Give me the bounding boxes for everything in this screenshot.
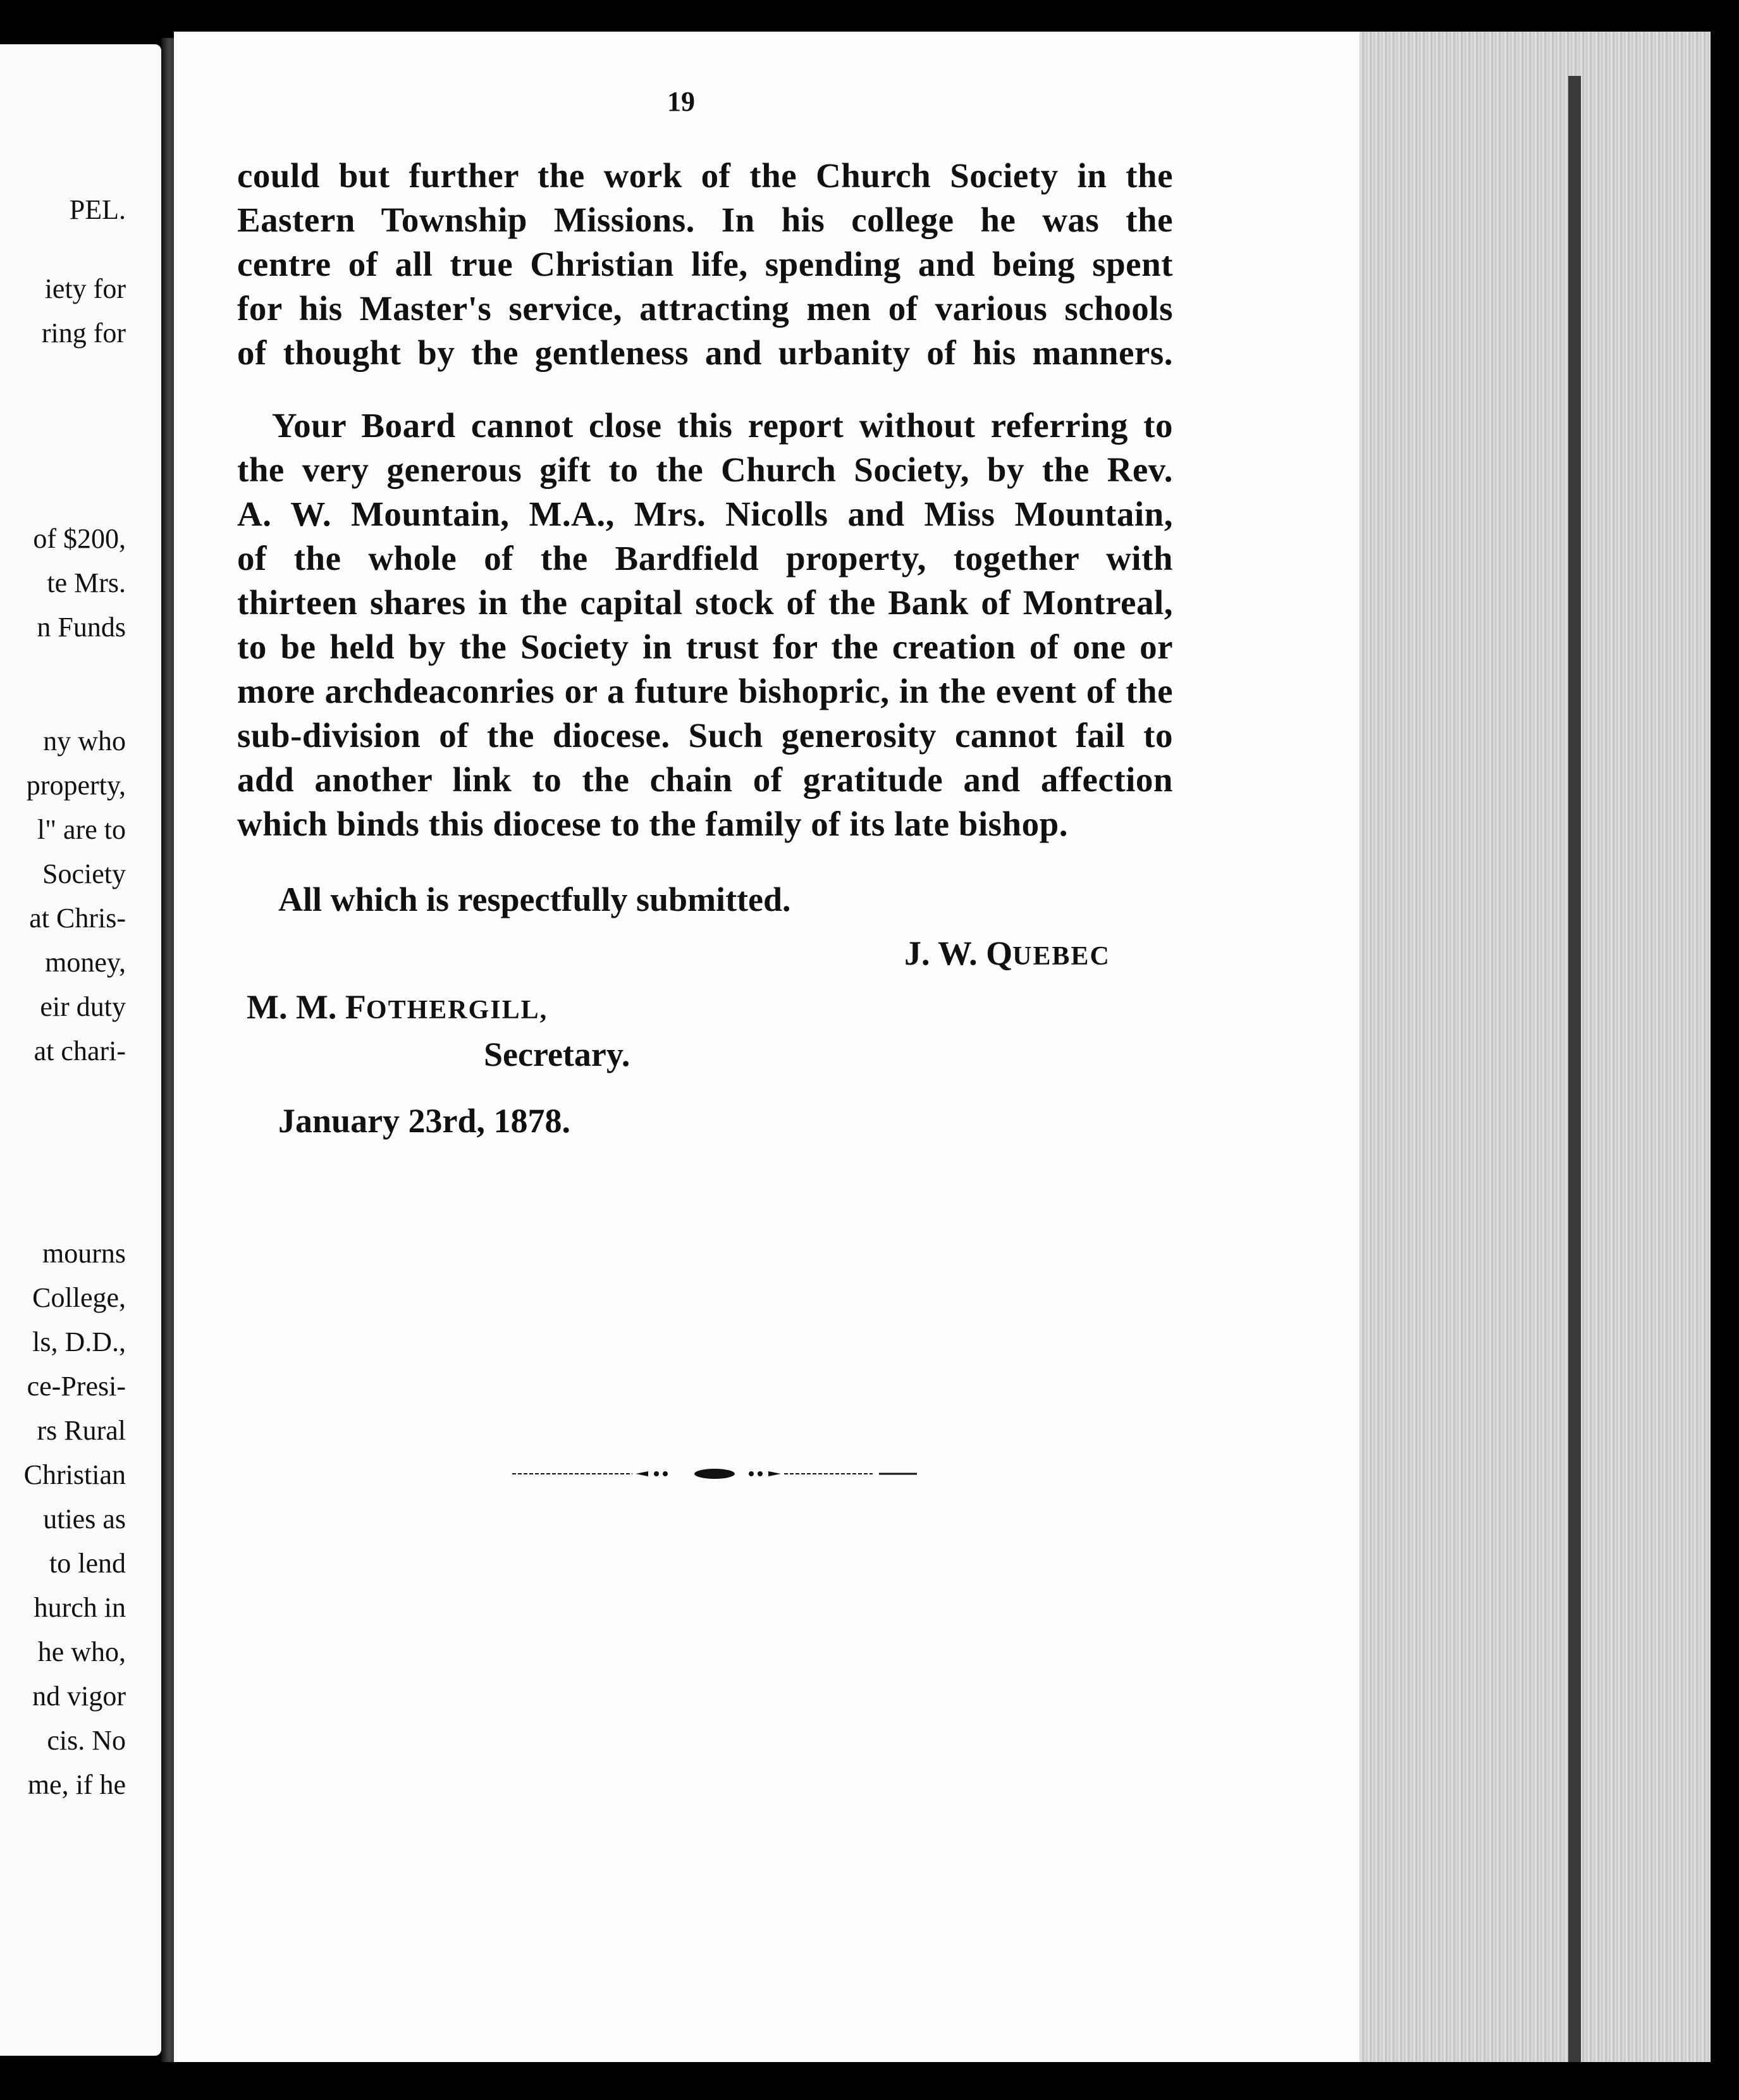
closing-line: All which is respectfully submitted.	[278, 880, 791, 918]
body-line: the very generous gift to the Church Society, by the Rev.	[237, 450, 1173, 489]
body-line: add another link to the chain of gratitude and affection	[237, 760, 1173, 799]
left-page-line: l" are to	[37, 814, 126, 845]
left-page-line: ce-Presi-	[27, 1371, 126, 1402]
left-page-line: at chari-	[34, 1035, 126, 1066]
body-line: Your Board cannot close this report without referring to	[272, 406, 1173, 445]
secretary-initials: M. M. F	[247, 988, 366, 1026]
left-page-line: ny who	[43, 726, 126, 757]
left-page-line: uties as	[43, 1504, 126, 1535]
signatory-name	[904, 936, 1110, 970]
signatory-surname: UEBEC	[1012, 942, 1110, 971]
left-page-line: property,	[26, 770, 126, 801]
left-page-line: eir duty	[40, 991, 126, 1022]
left-page-line: rs Rural	[37, 1415, 126, 1446]
left-page-line: he who,	[37, 1636, 126, 1667]
body-line: of thought by the gentleness and urbanity of his manners.	[237, 333, 1173, 372]
body-line: for his Master's service, attracting men of various schools	[237, 289, 1173, 328]
left-page-line: money,	[45, 947, 126, 978]
ornamental-rule	[512, 1467, 917, 1480]
left-page-line: of $200,	[33, 523, 126, 554]
body-line: A. W. Mountain, M.A., Mrs. Nicolls and Miss Mountain,	[237, 495, 1173, 533]
left-page-line: Society	[42, 858, 126, 889]
body-line: centre of all true Christian life, spending and being spent	[237, 245, 1173, 283]
left-page-line: PEL.	[69, 194, 126, 225]
left-page-line: te Mrs.	[47, 567, 126, 598]
left-page-line: to lend	[49, 1548, 126, 1579]
secretary-surname: OTHERGILL,	[366, 996, 548, 1025]
left-page-line: College,	[32, 1282, 126, 1313]
left-page-line: at Chris-	[29, 903, 126, 934]
scan-border	[1711, 0, 1739, 2100]
left-page-line: n Funds	[37, 612, 126, 643]
body-line: to be held by the Society in trust for the creation of one or	[237, 627, 1173, 666]
left-page-fragment	[0, 44, 161, 2056]
left-page-line: iety for	[44, 273, 126, 304]
signatory-initials: J. W. Q	[904, 934, 1013, 972]
left-page-line: Christian	[23, 1459, 126, 1490]
body-line: which binds this diocese to the family of its late bishop.	[237, 805, 1068, 843]
body-line: sub-division of the diocese. Such generosity cannot fail to	[237, 716, 1173, 755]
page-number: 19	[667, 86, 695, 117]
body-line: Eastern Township Missions. In his college he was the	[237, 201, 1173, 239]
left-page-line: ls, D.D.,	[32, 1326, 126, 1357]
body-line: more archdeaconries or a future bishopric, in the event of the	[237, 672, 1173, 710]
left-page-line: ring for	[41, 318, 126, 349]
report-date: January 23rd, 1878.	[278, 1102, 571, 1140]
secretary-name	[247, 990, 548, 1024]
page-edges	[1360, 32, 1711, 2062]
left-page-line: cis. No	[47, 1725, 126, 1756]
body-line: of the whole of the Bardfield property, together with	[237, 539, 1173, 578]
left-page-line: mourns	[42, 1238, 126, 1269]
left-page-line: me, if he	[27, 1769, 126, 1800]
body-line: thirteen shares in the capital stock of the Bank of Montreal,	[237, 583, 1173, 622]
left-page-line: nd vigor	[32, 1681, 126, 1712]
body-line: could but further the work of the Church Society in the	[237, 156, 1173, 195]
left-page-line: hurch in	[34, 1592, 126, 1623]
secretary-title: Secretary.	[484, 1035, 630, 1073]
